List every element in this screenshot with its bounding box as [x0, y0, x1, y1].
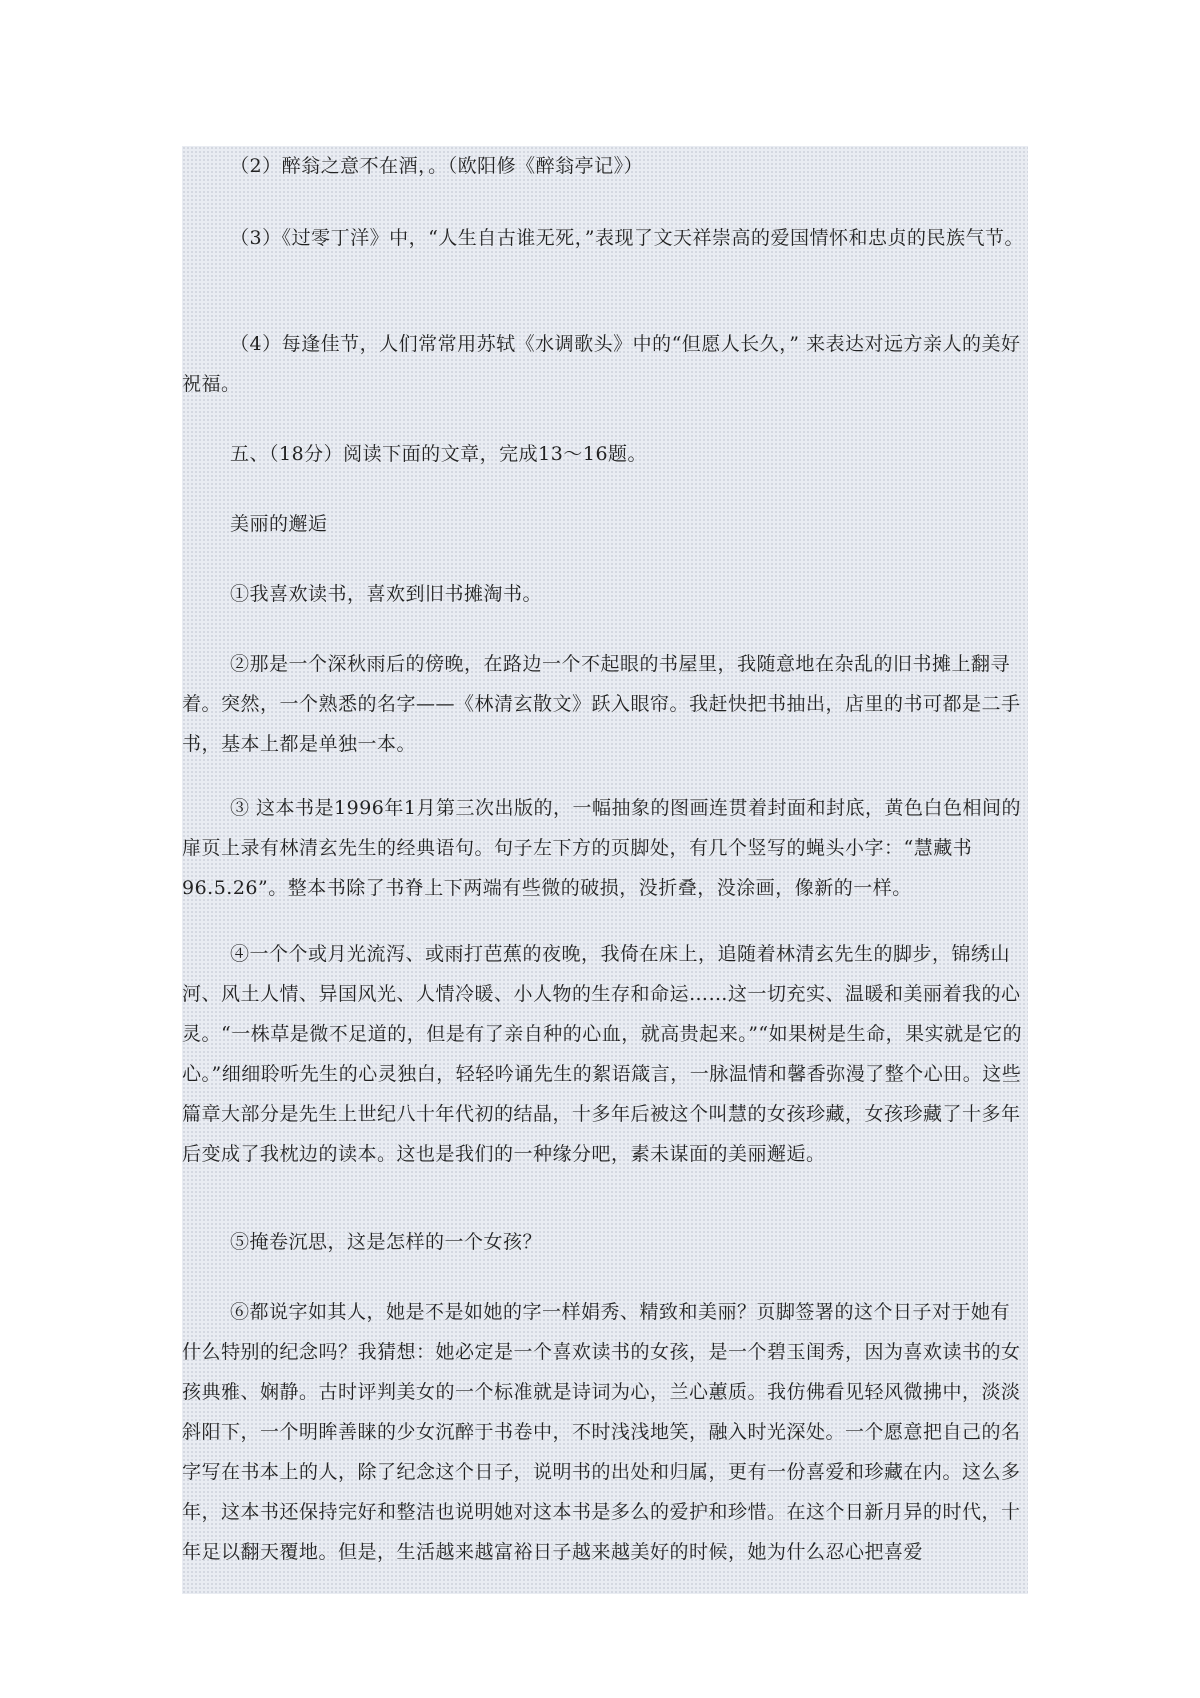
article-paragraph-3: ③ 这本书是1996年1月第三次出版的，一幅抽象的图画连贯着封面和封底，黄色白色相间的扉页上录有林清玄先生的经典语句。句子左下方的页脚处，有几个竖写的蝇头小字：“慧藏书96.5.26”。整本书除了书脊上下两端有些微的破损，没折叠，没涂画，像新的一样。: [182, 797, 1021, 899]
section-heading: 五、（18分）阅读下面的文章，完成13～16题。: [230, 443, 648, 465]
paragraph-fill-blank-4: （4）每逢佳节，人们常常用苏轼《水调歌头》中的“但愿人长久，” 来表达对远方亲人的美好祝福。: [182, 333, 1021, 395]
article-paragraph-1: ①我喜欢读书，喜欢到旧书摊淘书。: [230, 583, 543, 605]
article-paragraph-5: ⑤掩卷沉思，这是怎样的一个女孩？: [230, 1231, 543, 1253]
paragraph-fill-blank-3: （3）《过零丁洋》中，“人生自古谁无死，”表现了文天祥崇高的爱国情怀和忠贞的民族气节。: [230, 227, 1025, 249]
paragraph-fill-blank-2: （2）醉翁之意不在酒，。（欧阳修《醉翁亭记》）: [230, 155, 644, 177]
article-paragraph-6: ⑥都说字如其人，她是不是如她的字一样娟秀、精致和美丽？页脚签署的这个日子对于她有什么特别的纪念吗？我猜想：她必定是一个喜欢读书的女孩，是一个碧玉闺秀，因为喜欢读书的女孩典雅、娴静。古时评判美女的一个标准就是诗词为心，兰心蕙质。我仿佛看见轻风微拂中，淡淡斜阳下，一个明眸善睐的少女沉醉于书卷中，不时浅浅地笑，融入时光深处。一个愿意把自己的名字写在书本上的人，除了纪念这个日子，说明书的出处和归属，更有一份喜爱和珍藏在内。这么多年，这本书还保持完好和整洁也说明她对这本书是多么的爱护和珍惜。在这个日新月异的时代，十年足以翻天覆地。但是，生活越来越富裕日子越来越美好的时候，她为什么忍心把喜爱: [182, 1301, 1021, 1563]
article-paragraph-2: ②那是一个深秋雨后的傍晚，在路边一个不起眼的书屋里，我随意地在杂乱的旧书摊上翻寻着。突然，一个熟悉的名字——《林清玄散文》跃入眼帘。我赶快把书抽出，店里的书可都是二手书，基本上都是单独一本。: [182, 653, 1021, 755]
article-title: 美丽的邂逅: [230, 513, 328, 535]
document-page-area: [182, 146, 1028, 1594]
article-paragraph-4: ④一个个或月光流泻、或雨打芭蕉的夜晚，我倚在床上，追随着林清玄先生的脚步，锦绣山河、风土人情、异国风光、人情冷暖、小人物的生存和命运……这一切充实、温暖和美丽着我的心灵。“一株草是微不足道的，但是有了亲自种的心血，就高贵起来。”“如果树是生命，果实就是它的心。”细细聆听先生的心灵独白，轻轻吟诵先生的絮语箴言，一脉温情和馨香弥漫了整个心田。这些篇章大部分是先生上世纪八十年代初的结晶，十多年后被这个叫慧的女孩珍藏，女孩珍藏了十多年后变成了我枕边的读本。这也是我们的一种缘分吧，素未谋面的美丽邂逅。: [182, 943, 1023, 1165]
